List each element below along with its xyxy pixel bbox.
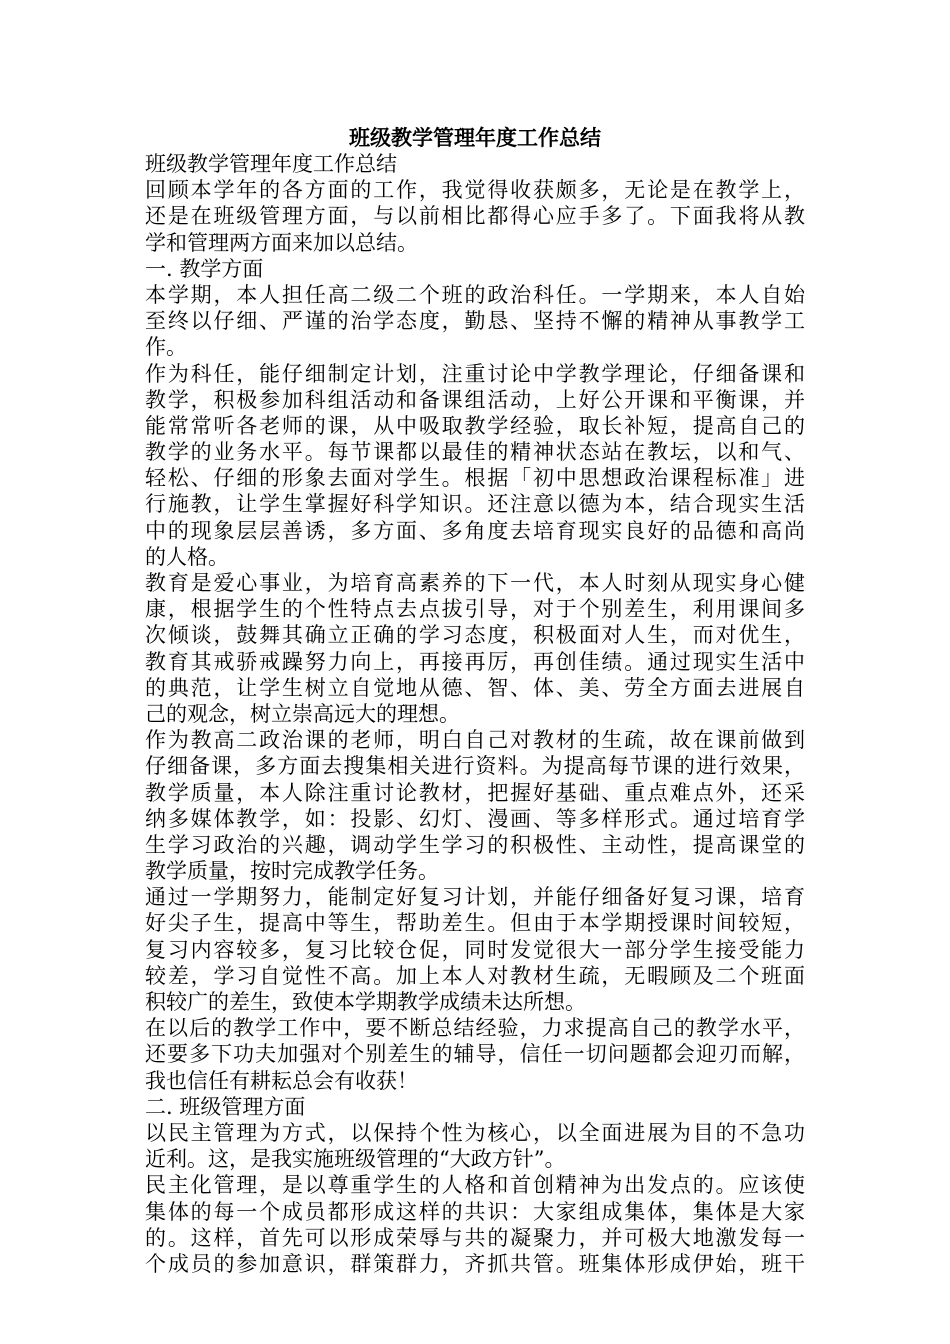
body-text-line: 作。 bbox=[145, 335, 187, 360]
body-text-line: 至终以仔细、严谨的治学态度，勤恳、坚持不懈的精神从事教学工 bbox=[145, 309, 805, 334]
body-text-line: 回顾本学年的各方面的工作，我觉得收获颇多，无论是在教学上， bbox=[145, 178, 805, 203]
body-text-line: 教学，积极参加科组活动和备课组活动，上好公开课和平衡课，并 bbox=[145, 387, 805, 412]
body-text-line: 个成员的参加意识，群策群力，齐抓共管。班集体形成伊始，班干 bbox=[145, 1251, 805, 1276]
document-body bbox=[145, 151, 805, 1277]
body-text-line: 我也信任有耕耘总会有收获！ bbox=[145, 1068, 418, 1093]
body-text-line: 还要多下功夫加强对个别差生的辅导，信任一切问题都会迎刃而解， bbox=[145, 1042, 805, 1067]
body-text-line: 教学质量，按时完成教学任务。 bbox=[145, 859, 439, 884]
body-text-line: 较差，学习自觉性不高。加上本人对教材生疏，无暇顾及二个班面 bbox=[145, 963, 805, 988]
body-text-line: 集体的每一个成员都形成这样的共识：大家组成集体，集体是大家 bbox=[145, 1199, 805, 1224]
body-text-line: 教学的业务水平。每节课都以最佳的精神状态站在教坛，以和气、 bbox=[145, 440, 805, 465]
body-text-line: 次倾谈，鼓舞其确立正确的学习态度，积极面对人生，而对优生， bbox=[145, 623, 805, 648]
body-text-line: 生学习政治的兴趣，调动学生学习的积极性、主动性，提高课堂的 bbox=[145, 832, 805, 857]
body-text-line: 积较广的差生，致使本学期教学成绩未达所想。 bbox=[145, 990, 586, 1014]
document-title: 班级教学管理年度工作总结 bbox=[349, 125, 601, 150]
body-text-line: 通过一学期努力，能制定好复习计划，并能仔细备好复习课，培育 bbox=[145, 885, 805, 910]
body-text-line: 教育其戒骄戒躁努力向上，再接再厉，再创佳绩。通过现实生活中 bbox=[145, 649, 805, 674]
body-text-line: 轻松、仔细的形象去面对学生。根据「初中思想政治课程标准」进 bbox=[145, 466, 805, 491]
body-text-line: 作为科任，能仔细制定计划，注重讨论中学教学理论，仔细备课和 bbox=[145, 361, 805, 386]
document-page bbox=[145, 0, 805, 1344]
body-text-line: 作为教高二政治课的老师，明白自己对教材的生疏，故在课前做到 bbox=[145, 728, 805, 753]
body-text-line: 本学期，本人担任高二级二个班的政治科任。一学期来，本人自始 bbox=[145, 282, 805, 307]
body-text-line: 的人格。 bbox=[145, 544, 229, 569]
body-text-line: 纳多媒体教学，如：投影、幻灯、漫画、等多样形式。通过培育学 bbox=[145, 806, 805, 831]
body-text-line: 的。这样，首先可以形成荣辱与共的凝聚力，并可极大地激发每一 bbox=[145, 1225, 805, 1250]
body-text-line: 班级教学管理年度工作总结 bbox=[145, 152, 397, 176]
body-text-line: 行施教，让学生掌握好科学知识。还注意以德为本，结合现实生活 bbox=[145, 492, 805, 517]
body-text-line: 教学质量，本人除注重讨论教材，把握好基础、重点难点外，还采 bbox=[145, 780, 805, 805]
body-text-line: 二. 班级管理方面 bbox=[145, 1094, 306, 1119]
body-text-line: 中的现象层层善诱，多方面、多角度去培育现实良好的品德和高尚 bbox=[145, 518, 805, 543]
body-text-line: 在以后的教学工作中，要不断总结经验，力求提高自己的教学水平， bbox=[145, 1016, 805, 1041]
body-text-line: 仔细备课，多方面去搜集相关进行资料。为提高每节课的进行效果， bbox=[145, 754, 805, 779]
body-text-line: 还是在班级管理方面，与以前相比都得心应手多了。下面我将从教 bbox=[145, 204, 805, 229]
body-text-line: 复习内容较多，复习比较仓促，同时发觉很大一部分学生接受能力 bbox=[145, 937, 805, 962]
body-text-line: 学和管理两方面来加以总结。 bbox=[145, 230, 418, 255]
body-text-line: 康，根据学生的个性特点去点拔引导，对于个别差生，利用课间多 bbox=[145, 597, 805, 622]
body-text-line: 民主化管理，是以尊重学生的人格和首创精神为出发点的。应该使 bbox=[145, 1173, 805, 1198]
body-text-line: 能常常听各老师的课，从中吸取教学经验，取长补短，提高自己的 bbox=[145, 413, 805, 438]
body-text-line: 一. 教学方面 bbox=[145, 256, 264, 281]
body-text-line: 的典范，让学生树立自觉地从德、智、体、美、劳全方面去进展自 bbox=[145, 675, 805, 700]
body-text-line: 以民主管理为方式，以保持个性为核心，以全面进展为目的不急功 bbox=[145, 1120, 805, 1145]
body-text-line: 教育是爱心事业，为培育高素养的下一代，本人时刻从现实身心健 bbox=[145, 571, 805, 595]
body-text-line: 己的观念，树立崇高远大的理想。 bbox=[145, 701, 460, 726]
body-text-line: 好尖子生，提高中等生，帮助差生。但由于本学期授课时间较短， bbox=[145, 911, 805, 936]
body-text-line: 近利。这，是我实施班级管理的“大政方针”。 bbox=[145, 1147, 566, 1172]
